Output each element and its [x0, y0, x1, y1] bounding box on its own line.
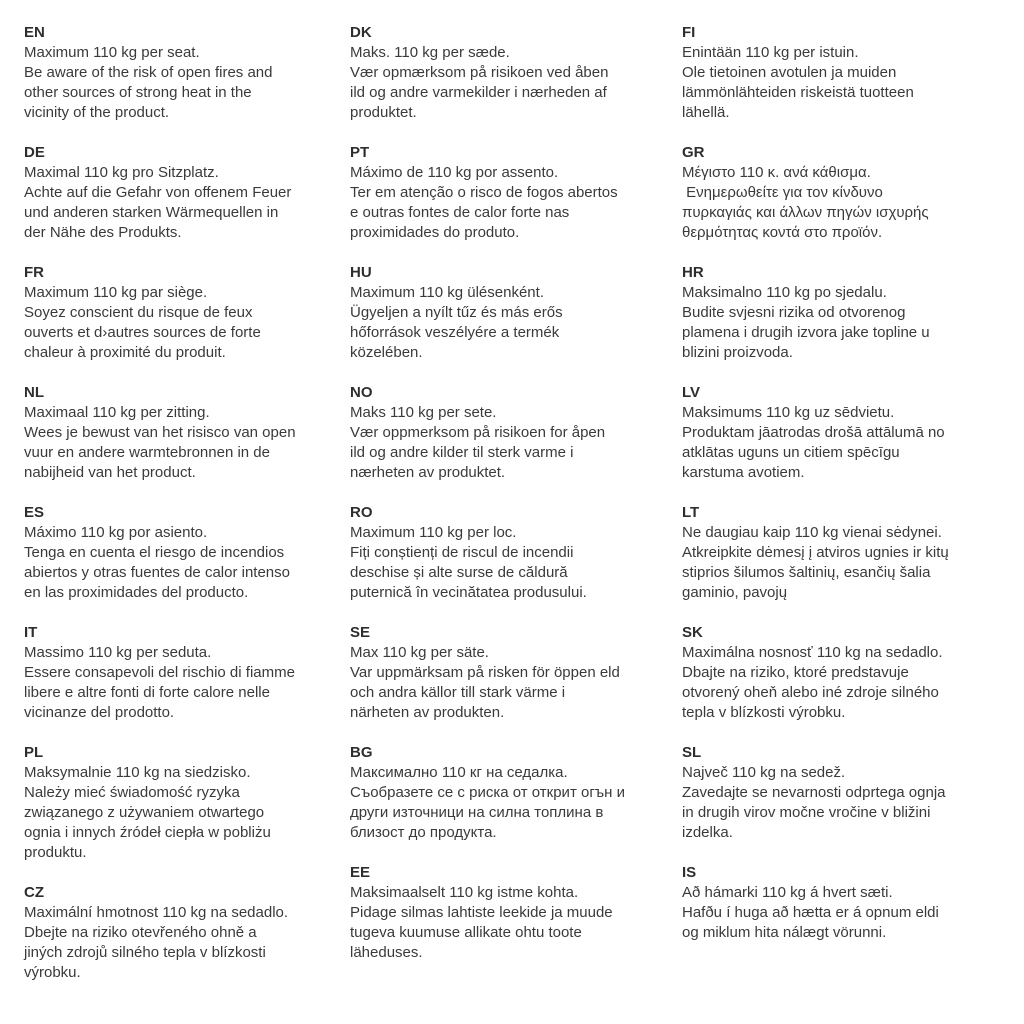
instruction-text-line: Vær opmærksom på risikoen ved åben [350, 64, 609, 81]
instruction-text-line: atklātas uguns un citiem spēcīgu [682, 444, 900, 461]
instruction-text-line: Maximální hmotnost 110 kg na sedadlo. [24, 904, 289, 921]
instruction-text-line: Massimo 110 kg per seduta. [24, 644, 212, 661]
instruction-text-line: other sources of strong heat in the [24, 84, 252, 101]
language-block-lt [682, 503, 1012, 603]
language-code-label: CZ [24, 884, 44, 901]
instruction-text-line: proximidades do produto. [350, 224, 520, 241]
instruction-text-line: Vær oppmerksom på risikoen for åpen [350, 424, 606, 441]
language-block-no [350, 383, 680, 483]
language-code-label: SL [682, 744, 702, 761]
instruction-text-line: ognia i innych źródeł ciepła w pobliżu [24, 824, 271, 841]
instruction-text-line: közelében. [350, 344, 423, 361]
language-code-label: BG [350, 744, 373, 761]
instruction-text-line: blizini proizvoda. [682, 344, 793, 361]
language-code-label: LT [682, 504, 700, 521]
instruction-text-line: vuur en andere warmtebronnen in de [24, 444, 270, 461]
instruction-text-line: Μέγιστο 110 κ. ανά κάθισμα. [682, 164, 871, 181]
language-block-en [24, 23, 354, 123]
instruction-text-line: Máximo de 110 kg por assento. [350, 164, 559, 181]
instruction-text-line: lämmönlähteiden riskeistä tuotteen [682, 84, 914, 101]
language-code-label: HU [350, 264, 372, 281]
instruction-text-line: Produktam jāatrodas drošā attālumā no [682, 424, 945, 441]
instruction-text-line: Dbajte na riziko, ktoré predstavuje [682, 664, 909, 681]
instruction-text-line: Zavedajte se nevarnosti odprtega ognja [682, 784, 946, 801]
instruction-text-line: θερμότητας κοντά στο προϊόν. [682, 224, 883, 241]
instruction-text-line: Pidage silmas lahtiste leekide ja muude [350, 904, 613, 921]
instruction-text-line: Maximálna nosnosť 110 kg na sedadlo. [682, 644, 943, 661]
instruction-text-line: vicinanze del prodotto. [24, 704, 175, 721]
instruction-text-line: Var uppmärksam på risken för öppen eld [350, 664, 620, 681]
instruction-text-line: gaminio, pavojų [682, 584, 788, 601]
instruction-text-line: tepla v blízkosti výrobku. [682, 704, 846, 721]
instruction-text-line: Dbejte na riziko otevřeného ohně a [24, 924, 257, 941]
language-block-pl [24, 743, 354, 863]
instruction-text-line: deschise și alte surse de căldură [350, 564, 568, 581]
instruction-text-line: Essere consapevoli del rischio di fiamme [24, 664, 295, 681]
instruction-text-line: och andra källor till stark värme i [350, 684, 566, 701]
language-block-ee [350, 863, 680, 963]
instruction-text-line: Maximum 110 kg per seat. [24, 44, 200, 61]
instruction-text-line: Ter em atenção o risco de fogos abertos [350, 184, 618, 201]
instruction-text-line: chaleur à proximité du produit. [24, 344, 226, 361]
column-2 [350, 23, 680, 983]
language-block-ro [350, 503, 680, 603]
language-code-label: ES [24, 504, 45, 521]
instruction-text-line: libere e altre fonti di forte calore nelle [24, 684, 270, 701]
instruction-text-line: hőforrások veszélyére a termék [350, 324, 560, 341]
language-code-label: NO [350, 384, 373, 401]
instruction-text-line: otvorený oheň alebo iné zdroje silného [682, 684, 939, 701]
instruction-text-line: Achte auf die Gefahr von offenem Feuer [24, 184, 292, 201]
instruction-text-line: e outras fontes de calor forte nas [350, 204, 570, 221]
instruction-text-line: Fiți conștienți de riscul de incendii [350, 544, 574, 561]
instruction-text-line: Enintään 110 kg per istuin. [682, 44, 859, 61]
instruction-text-line: Maks 110 kg per sete. [350, 404, 497, 421]
instruction-text-line: Максимално 110 кг на седалка. [350, 764, 568, 781]
language-code-label: NL [24, 384, 44, 401]
instruction-text-line: Maximum 110 kg par siège. [24, 284, 208, 301]
language-block-fi [682, 23, 1012, 123]
language-block-sk [682, 623, 1012, 723]
instruction-text-line: produktu. [24, 844, 87, 861]
instruction-text-line: lähellä. [682, 104, 730, 121]
instruction-text-line: izdelka. [682, 824, 733, 841]
instruction-text-line: nærheten av produktet. [350, 464, 506, 481]
instruction-text-line: vicinity of the product. [24, 104, 170, 121]
language-block-sl [682, 743, 1012, 843]
language-code-label: HR [682, 264, 704, 281]
instruction-text-line: plamena i drugih izvora jake topline u [682, 324, 930, 341]
language-code-label: LV [682, 384, 701, 401]
instruction-text-line: og miklum hita nálægt vörunni. [682, 924, 887, 941]
language-code-label: SK [682, 624, 703, 641]
language-code-label: EE [350, 864, 371, 881]
language-block-dk [350, 23, 680, 123]
instruction-text-line: Ügyeljen a nyílt tűz és más erős [350, 304, 563, 321]
language-block-bg [350, 743, 680, 843]
language-block-hr [682, 263, 1012, 363]
instruction-text-line: närheten av produkten. [350, 704, 505, 721]
instruction-text-line: abiertos y otras fuentes de calor intenso [24, 564, 290, 581]
instruction-text-line: ouverts et d›autres sources de forte [24, 324, 261, 341]
instruction-text-line: Máximo 110 kg por asiento. [24, 524, 208, 541]
instruction-text-line: Maksimalno 110 kg po sjedalu. [682, 284, 887, 301]
language-code-label: IT [24, 624, 38, 641]
instruction-text-line: jiných zdrojů silného tepla v blízkosti [24, 944, 266, 961]
language-code-label: DE [24, 144, 45, 161]
instruction-text-line: Maximal 110 kg pro Sitzplatz. [24, 164, 219, 181]
instruction-text-line: Maksimums 110 kg uz sēdvietu. [682, 404, 895, 421]
language-code-label: EN [24, 24, 45, 41]
instruction-text-line: Съобразете се с риска от открит огън и [350, 784, 625, 801]
instruction-text-line: výrobku. [24, 964, 81, 981]
instruction-text-line: tugeva kuumuse allikate ohtu toote [350, 924, 582, 941]
language-block-gr [682, 143, 1012, 243]
instruction-text-line: stiprios šilumos šaltinių, esančių šalia [682, 564, 931, 581]
language-code-label: SE [350, 624, 371, 641]
language-block-fr [24, 263, 354, 363]
language-code-label: PL [24, 744, 44, 761]
instruction-text-line: Tenga en cuenta el riesgo de incendios [24, 544, 285, 561]
instruction-text-line: und anderen starken Wärmequellen in [24, 204, 279, 221]
instruction-text-line: ild og andre varmekilder i nærheden af [350, 84, 607, 101]
column-1 [24, 23, 354, 1003]
instruction-text-line: puternică în vecinătatea produsului. [350, 584, 587, 601]
language-block-lv [682, 383, 1012, 483]
language-block-nl [24, 383, 354, 483]
instruction-text-line: in drugih virov močne vročine v bližini [682, 804, 931, 821]
instruction-text-line: produktet. [350, 104, 417, 121]
instruction-text-line: der Nähe des Produkts. [24, 224, 182, 241]
instruction-text-line: en las proximidades del producto. [24, 584, 249, 601]
language-block-hu [350, 263, 680, 363]
instruction-text-line: Maks. 110 kg per sæde. [350, 44, 510, 61]
instruction-text-line: Ne daugiau kaip 110 kg vienai sėdynei. [682, 524, 942, 541]
instruction-text-line: Wees je bewust van het risisco van open [24, 424, 296, 441]
instruction-text-line: други източници на силна топлина в [350, 804, 604, 821]
language-block-it [24, 623, 354, 723]
instruction-text-line: Ole tietoinen avotulen ja muiden [682, 64, 897, 81]
instruction-text-line: Maximaal 110 kg per zitting. [24, 404, 210, 421]
instruction-text-line: Maximum 110 kg per loc. [350, 524, 517, 541]
language-code-label: GR [682, 144, 705, 161]
instruction-text-line: ild og andre kilder til sterk varme i [350, 444, 574, 461]
instruction-text-line: läheduses. [350, 944, 423, 961]
language-block-pt [350, 143, 680, 243]
instruction-text-line: Að hámarki 110 kg á hvert sæti. [682, 884, 893, 901]
instruction-text-line: związanego z używaniem otwartego [24, 804, 265, 821]
language-block-se [350, 623, 680, 723]
instruction-text-line: Maksymalnie 110 kg na siedzisko. [24, 764, 251, 781]
language-code-label: PT [350, 144, 370, 161]
instruction-text-line: karstuma avotiem. [682, 464, 805, 481]
instruction-text-line: Max 110 kg per säte. [350, 644, 489, 661]
instruction-text-line: Atkreipkite dėmesį į atviros ugnies ir kitų [682, 544, 949, 561]
instruction-text-line: Maksimaalselt 110 kg istme kohta. [350, 884, 579, 901]
language-block-cz [24, 883, 354, 983]
language-block-es [24, 503, 354, 603]
instruction-text-line: Be aware of the risk of open fires and [24, 64, 273, 81]
instruction-text-line: близост до продукта. [350, 824, 497, 841]
column-3 [682, 23, 1012, 963]
instruction-text-line: Ενημερωθείτε για τον κίνδυνο [682, 184, 883, 201]
language-code-label: FI [682, 24, 696, 41]
language-code-label: FR [24, 264, 44, 281]
instruction-text-line: nabijheid van het product. [24, 464, 196, 481]
instruction-text-line: Maximum 110 kg ülésenként. [350, 284, 544, 301]
instruction-text-line: Največ 110 kg na sedež. [682, 764, 846, 781]
language-block-de [24, 143, 354, 243]
instruction-text-line: Soyez conscient du risque de feux [24, 304, 253, 321]
language-code-label: IS [682, 864, 697, 881]
instruction-text-line: Budite svjesni rizika od otvorenog [682, 304, 906, 321]
language-code-label: RO [350, 504, 373, 521]
instruction-text-line: πυρκαγιάς και άλλων πηγών ισχυρής [682, 204, 929, 221]
instruction-text-line: Hafðu í huga að hætta er á opnum eldi [682, 904, 939, 921]
language-code-label: DK [350, 24, 372, 41]
language-block-is [682, 863, 1012, 943]
instruction-text-line: Należy mieć świadomość ryzyka [24, 784, 240, 801]
